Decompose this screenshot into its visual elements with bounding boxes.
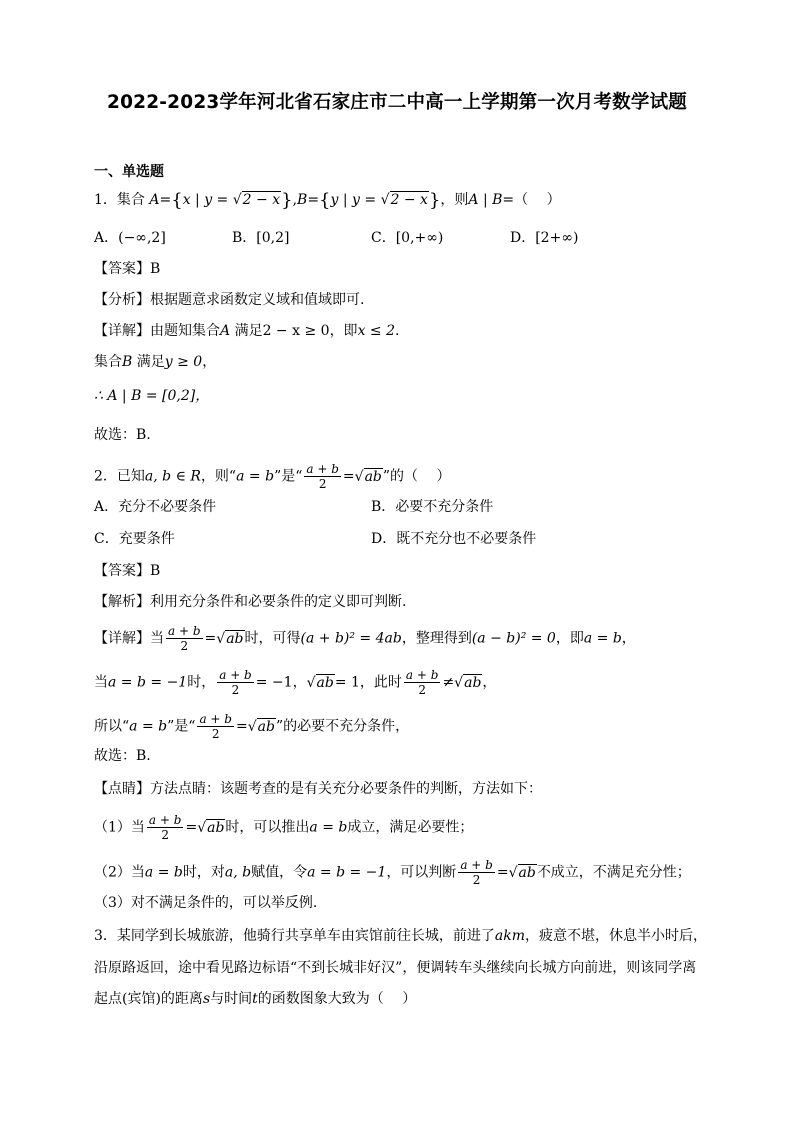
variable-s: s <box>202 991 211 1007</box>
denominator: 2 <box>231 683 240 697</box>
fraction <box>166 624 203 653</box>
analysis-text: 根据题意求函数定义域和值域即可. <box>150 292 365 308</box>
question-1-option-a: A．(−∞,2] <box>94 230 166 246</box>
answer-tag: 【答案】 <box>94 563 150 579</box>
question-2-prefix: 2．已知 <box>94 468 145 485</box>
detail-tag: 【详解】 <box>94 630 150 647</box>
inequality: x ≤ 2 <box>357 323 395 339</box>
fraction <box>304 462 341 491</box>
condition: a, b ∈ R <box>144 468 201 485</box>
answer-tag: 【答案】 <box>94 261 150 277</box>
question-2-tip <box>94 779 542 799</box>
question-1-answer <box>94 259 160 279</box>
fraction <box>147 813 184 842</box>
equation: a = b <box>236 468 275 485</box>
numerator: a + b <box>168 624 201 638</box>
denominator: 2 <box>318 477 327 491</box>
radicand: 2 − x <box>390 192 428 208</box>
text: 赋值，令 <box>251 864 308 881</box>
text: 成立，满足必要性； <box>347 819 474 836</box>
text: ”是“ <box>274 468 303 485</box>
question-1-option-b: B．[0,2] <box>232 230 290 246</box>
question-2-choice: 故选：B. <box>94 748 151 764</box>
question-3-line-2: 沿原路返回，途中看见路边标语“不到长城非好汉”，便调转车头继续向长城方向前进，则该同学离 <box>94 960 697 976</box>
question-1-option-d: D．[2+∞) <box>510 230 579 246</box>
radicand: ab <box>226 630 244 647</box>
sqrt-expression: √2 − x <box>232 192 281 208</box>
question-3-line-1 <box>94 926 707 946</box>
question-2-tip-3: （3）对不满足条件的，可以举反例. <box>94 895 318 911</box>
question-1-prefix: 1．集合 <box>94 192 145 208</box>
question-1-choice: 故选：B. <box>94 427 151 443</box>
question-2-detail-line-2: 当a = b = −1时， $\frac{a + b}{2}$ = −1，√ab= 1，此时 $\frac{a + b}{2}$ ≠√ab， <box>94 668 497 697</box>
intersection-expression: A | B <box>468 192 503 208</box>
denominator: 2 <box>472 873 481 887</box>
sqrt-expression: √ab <box>216 630 244 647</box>
numerator: a + b <box>460 858 493 872</box>
page-title: 2022-2023学年河北省石家庄市二中高一上学期第一次月考数学试题 <box>107 92 687 113</box>
explanation-text: 利用充分条件和必要条件的定义即可判断. <box>150 594 407 610</box>
text: ，即 <box>329 323 358 339</box>
equation: a = b <box>129 718 168 735</box>
question-1-option-c: C．[0,+∞) <box>371 230 444 246</box>
radicand: ab <box>464 674 482 691</box>
set-a-label: A <box>220 323 231 339</box>
explanation-tag: 【解析】 <box>94 594 150 610</box>
sqrt-expression: √ab <box>247 718 275 735</box>
detail-tag: 【详解】 <box>94 323 150 339</box>
intersection-result: ∴ A | B = [0,2]， <box>94 388 210 404</box>
set-b-label: B <box>297 192 308 208</box>
fraction <box>458 858 495 887</box>
inequality: y ≥ 0 <box>164 354 203 370</box>
sqrt-expression: √ab <box>197 819 225 836</box>
answer-value: B <box>150 261 161 277</box>
text: ”的必要不充分条件， <box>275 718 410 735</box>
set-b-builder: y | y = <box>330 192 377 208</box>
numerator: a + b <box>405 668 439 682</box>
numerator: a + b <box>148 813 182 827</box>
question-2-stem: 2．已知a, b ∈ R，则“a = b”是“ $\frac{a + b}{2}$ =√ab”的（ ） <box>94 462 451 491</box>
text: 当 <box>150 630 164 647</box>
question-1-detail-line-1: 【详解】由题知集合A 满足2 − x ≥ 0，即x ≤ 2. <box>94 323 400 339</box>
question-1-stem: 1．集合 A={x | y = √2 − x},B={y | y = √2 − x}，则A | B=（ ） <box>94 190 561 211</box>
equation: (a − b)² = 0 <box>471 630 556 647</box>
analysis-tag: 【分析】 <box>94 292 150 308</box>
question-2-option-d: D．既不充分也不必要条件 <box>371 531 537 547</box>
denominator: 2 <box>161 828 169 842</box>
radicand: ab <box>364 468 382 485</box>
question-2-detail-line-1: 【详解】当 $\frac{a + b}{2}$ =√ab时，可得(a + b)² = 4ab，整理得到(a − b)² = 0，即a = b， <box>94 624 636 653</box>
radicand: ab <box>316 674 334 691</box>
equation: a = b <box>309 819 348 836</box>
distance-unit: akm <box>494 928 526 944</box>
equation: a = b <box>144 864 183 881</box>
sqrt-expression: √ab <box>454 674 482 691</box>
question-1-end: =（ ） <box>502 192 561 208</box>
text: 满足 <box>234 323 263 339</box>
radicand: ab <box>257 718 275 735</box>
text: 起点(宾馆)的距离 <box>94 991 203 1007</box>
question-3-line-3 <box>94 989 416 1009</box>
question-1-then: ，则 <box>440 192 469 208</box>
radicand: 2 − x <box>242 192 281 208</box>
denominator: 2 <box>211 727 220 741</box>
text: ”是“ <box>167 718 196 735</box>
sqrt-expression: √ab <box>306 674 334 691</box>
question-2-detail-line-3: 所以“a = b”是“ $\frac{a + b}{2}$ =√ab”的必要不充分条件， <box>94 712 410 741</box>
text: （2）当 <box>94 864 145 881</box>
text: 不成立，不满足充分性； <box>536 864 691 881</box>
numerator: a + b <box>219 668 252 682</box>
denominator: 2 <box>180 639 189 653</box>
text: 集合 <box>94 354 122 370</box>
set-a-label: A <box>149 192 160 208</box>
text: 所以“ <box>94 718 130 735</box>
radicand: ab <box>518 864 536 881</box>
fraction <box>404 668 441 697</box>
text: 时，对 <box>182 864 225 881</box>
text: 时，可以推出 <box>225 819 310 836</box>
set-a-builder: x | y = <box>182 192 229 208</box>
text: 3．某同学到长城旅游，他骑行共享单车由宾馆前往长城，前进了 <box>94 928 495 944</box>
question-1-detail-line-2: 集合B 满足y ≥ 0， <box>94 354 217 370</box>
sqrt-expression: √ab <box>354 468 382 485</box>
equation: a = b <box>583 630 622 647</box>
text: 时， <box>187 674 216 691</box>
question-2-option-b: B．必要不充分条件 <box>371 499 494 515</box>
text: = 1，此时 <box>334 674 402 691</box>
question-2-option-a: A．充分不必要条件 <box>94 499 217 515</box>
equation: a = b = −1 <box>108 674 188 691</box>
tip-tag: 【点睛】 <box>94 781 150 797</box>
fraction <box>197 712 234 741</box>
question-2-explanation <box>94 592 406 612</box>
radicand: ab <box>207 819 225 836</box>
text: = −1， <box>255 674 307 691</box>
question-2-tip-2: （2）当a = b时，对a, b赋值，令a = b = −1，可以判断 $\frac{a + b}{2}$ =√ab不成立，不满足充分性； <box>94 858 691 887</box>
text: ，整理得到 <box>401 630 472 647</box>
text: 由题知集合 <box>150 323 220 339</box>
question-1-analysis <box>94 290 364 310</box>
inequality: 2 − x ≥ 0 <box>262 323 330 339</box>
set-b-label: B <box>122 354 133 370</box>
equation: a = b = −1 <box>307 864 387 881</box>
text: 满足 <box>136 354 165 370</box>
section-heading-single-choice: 一、单选题 <box>94 164 164 180</box>
question-1-detail-line-3 <box>94 386 209 406</box>
variable-t: t <box>252 991 258 1007</box>
fraction <box>217 668 254 697</box>
text: ，即 <box>555 630 584 647</box>
numerator: a + b <box>199 712 232 726</box>
text: ，则“ <box>200 468 237 485</box>
tip-text: 方法点睛：该题考查的是有关充分必要条件的判断，方法如下： <box>150 781 542 797</box>
text: 与时间 <box>210 991 253 1007</box>
text: （1）当 <box>94 819 145 836</box>
question-2-answer <box>94 561 160 581</box>
equation: (a + b)² = 4ab <box>300 630 402 647</box>
text: 的函数图象大致为（ ） <box>257 991 417 1007</box>
text: ，可以判断 <box>386 864 457 881</box>
denominator: 2 <box>418 683 426 697</box>
question-2-option-c: C．充要条件 <box>94 531 175 547</box>
text: 时，可得 <box>244 630 301 647</box>
text: ，疲意不堪，休息半小时后， <box>525 928 708 944</box>
variables: a, b <box>224 864 252 881</box>
answer-value: B <box>150 563 161 579</box>
question-2-tip-1: （1）当 $\frac{a + b}{2}$ =√ab时，可以推出a = b成立，满足必要性； <box>94 813 474 842</box>
numerator: a + b <box>306 462 339 476</box>
sqrt-expression: √ab <box>508 864 536 881</box>
text: 当 <box>94 674 108 691</box>
sqrt-expression: √2 − x <box>380 192 428 208</box>
text: ”的（ ） <box>382 468 451 485</box>
